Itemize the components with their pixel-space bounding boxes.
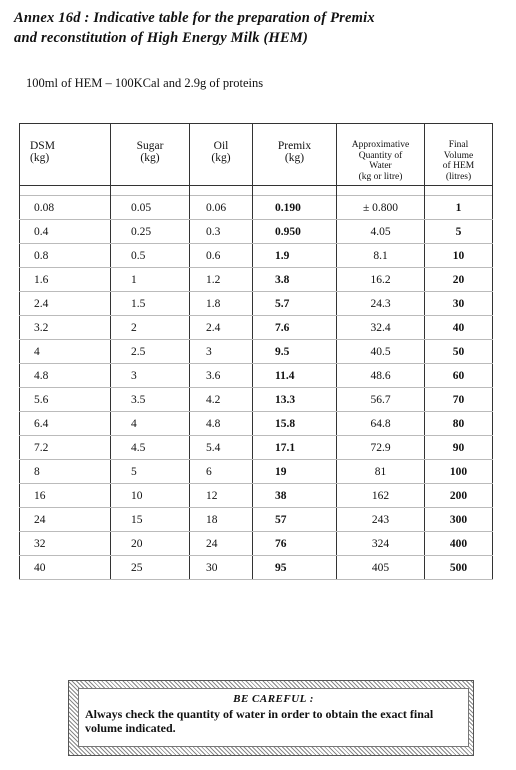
table-cell: 1.6: [20, 268, 111, 292]
table-row: [20, 484, 493, 508]
table-cell: 57: [253, 508, 337, 532]
table-cell: 300: [425, 508, 493, 532]
table-row: [20, 340, 493, 364]
table-cell: 32: [20, 532, 111, 556]
table-cell: 10: [425, 244, 493, 268]
table-spacer-row: [20, 186, 493, 196]
table-row: [20, 316, 493, 340]
column-header-line: Premix: [277, 140, 312, 152]
column-header-line: Final: [448, 140, 469, 150]
table-cell: 7.6: [253, 316, 337, 340]
table-row: [20, 556, 493, 580]
column-header-line: (kg): [284, 152, 305, 164]
table-row: [20, 292, 493, 316]
table-cell: 19: [253, 460, 337, 484]
column-header-6: [425, 124, 493, 186]
table-cell: 5: [111, 460, 190, 484]
table-cell: 72.9: [337, 436, 425, 460]
table-row: [20, 532, 493, 556]
table-cell: 70: [425, 388, 493, 412]
table-cell: 6: [190, 460, 253, 484]
table-row: [20, 220, 493, 244]
table-cell: 0.8: [20, 244, 111, 268]
table-cell: 4: [111, 412, 190, 436]
table-cell: 8: [20, 460, 111, 484]
table-cell: 6.4: [20, 412, 111, 436]
table-cell: 17.1: [253, 436, 337, 460]
table-cell: 4.2: [190, 388, 253, 412]
table-cell: 16: [20, 484, 111, 508]
table-cell: 2.5: [111, 340, 190, 364]
table-cell: 0.5: [111, 244, 190, 268]
table-cell: 4.8: [20, 364, 111, 388]
table-cell: 3: [111, 364, 190, 388]
column-header-5: [337, 124, 425, 186]
table-cell: ± 0.800: [337, 196, 425, 220]
table-cell: 30: [425, 292, 493, 316]
column-header-line: of HEM: [442, 161, 475, 171]
column-header-line: (litres): [445, 171, 472, 182]
table-cell: 80: [425, 412, 493, 436]
table-cell: 0.25: [111, 220, 190, 244]
column-header-line: Sugar: [136, 140, 164, 152]
table-cell: 3.2: [20, 316, 111, 340]
table-cell: 100: [425, 460, 493, 484]
table-cell: 4.5: [111, 436, 190, 460]
column-header-line: DSM: [30, 140, 55, 152]
document-title: [14, 8, 504, 48]
table-cell: 10: [111, 484, 190, 508]
table-cell: 400: [425, 532, 493, 556]
table-cell: 1.8: [190, 292, 253, 316]
warning-box: [68, 680, 474, 756]
table-cell: 40: [425, 316, 493, 340]
table-cell: 95: [253, 556, 337, 580]
table-cell: 405: [337, 556, 425, 580]
subtitle: 100ml of HEM – 100KCal and 2.9g of proteins: [26, 76, 264, 90]
table-cell: 0.6: [190, 244, 253, 268]
column-header-2: [111, 124, 190, 186]
table-cell: 40: [20, 556, 111, 580]
table-cell: 9.5: [253, 340, 337, 364]
table-cell: 0.3: [190, 220, 253, 244]
table-cell: 56.7: [337, 388, 425, 412]
table-cell: 24: [20, 508, 111, 532]
table-body: [20, 186, 493, 580]
table-cell: 1.2: [190, 268, 253, 292]
table-cell: 500: [425, 556, 493, 580]
table-row: [20, 364, 493, 388]
table-cell: 40.5: [337, 340, 425, 364]
column-header-line: (kg): [140, 152, 160, 164]
table-cell: 48.6: [337, 364, 425, 388]
table-cell: 0.06: [190, 196, 253, 220]
table-row: [20, 244, 493, 268]
column-header-line: Approximative: [351, 140, 410, 150]
table-cell: 2.4: [190, 316, 253, 340]
table-row: [20, 436, 493, 460]
column-header-line: Volume: [443, 150, 474, 161]
table-cell: 50: [425, 340, 493, 364]
table-cell: 0.190: [253, 196, 337, 220]
table-cell: 4.05: [337, 220, 425, 244]
table-cell: 0.08: [20, 196, 111, 220]
warning-heading: BE CAREFUL :: [233, 693, 314, 705]
spacer-cell: [20, 186, 111, 196]
table-cell: 18: [190, 508, 253, 532]
column-header-line: Oil: [213, 140, 229, 152]
table-cell: 1: [425, 196, 493, 220]
title-line-1: Annex 16d : Indicative table for the preparation of Premix: [14, 10, 375, 26]
table-cell: 24.3: [337, 292, 425, 316]
column-header-line: (kg): [30, 152, 50, 164]
table-cell: 76: [253, 532, 337, 556]
table-cell: 64.8: [337, 412, 425, 436]
table-cell: 1.5: [111, 292, 190, 316]
column-header-3: [190, 124, 253, 186]
table-cell: 15: [111, 508, 190, 532]
table-cell: 5: [425, 220, 493, 244]
table-cell: 0.05: [111, 196, 190, 220]
table-cell: 324: [337, 532, 425, 556]
title-line-2: and reconstitution of High Energy Milk (HEM): [14, 30, 309, 46]
table-cell: 32.4: [337, 316, 425, 340]
table-cell: 2: [111, 316, 190, 340]
table-cell: 3: [190, 340, 253, 364]
table-cell: 3.5: [111, 388, 190, 412]
table-cell: 1.9: [253, 244, 337, 268]
table-cell: 162: [337, 484, 425, 508]
table-row: [20, 196, 493, 220]
table-row: [20, 412, 493, 436]
table-cell: 25: [111, 556, 190, 580]
warning-text: Always check the quantity of water in order to obtain the exact final volume indicated.: [85, 707, 434, 735]
spacer-cell: [337, 186, 425, 196]
table-row: [20, 460, 493, 484]
spacer-cell: [425, 186, 493, 196]
table-cell: 16.2: [337, 268, 425, 292]
spacer-cell: [253, 186, 337, 196]
table-cell: 60: [425, 364, 493, 388]
table-cell: 4.8: [190, 412, 253, 436]
table-cell: 90: [425, 436, 493, 460]
table-cell: 5.7: [253, 292, 337, 316]
table-cell: 81: [337, 460, 425, 484]
table-cell: 1: [111, 268, 190, 292]
table-row: [20, 508, 493, 532]
table-cell: 0.950: [253, 220, 337, 244]
column-header-line: (kg or litre): [358, 171, 403, 182]
table-cell: 15.8: [253, 412, 337, 436]
table-cell: 38: [253, 484, 337, 508]
table-cell: 8.1: [337, 244, 425, 268]
table-cell: 20: [425, 268, 493, 292]
table-cell: 24: [190, 532, 253, 556]
table-cell: 3.8: [253, 268, 337, 292]
table-cell: 13.3: [253, 388, 337, 412]
table-cell: 12: [190, 484, 253, 508]
premix-table: [19, 123, 493, 580]
table-row: [20, 268, 493, 292]
table-cell: 4: [20, 340, 111, 364]
table-cell: 200: [425, 484, 493, 508]
column-header-line: Water: [369, 161, 392, 171]
table-cell: 5.4: [190, 436, 253, 460]
table-row: [20, 388, 493, 412]
table-cell: 5.6: [20, 388, 111, 412]
table-cell: 30: [190, 556, 253, 580]
table-cell: 7.2: [20, 436, 111, 460]
warning-box-inner: [78, 688, 469, 747]
spacer-cell: [111, 186, 190, 196]
table-header-row: [20, 124, 493, 186]
table-cell: 3.6: [190, 364, 253, 388]
table-cell: 2.4: [20, 292, 111, 316]
table-cell: 243: [337, 508, 425, 532]
column-header-line: (kg): [211, 152, 231, 164]
column-header-4: [253, 124, 337, 186]
table-cell: 0.4: [20, 220, 111, 244]
table-cell: 11.4: [253, 364, 337, 388]
column-header-1: [20, 124, 111, 186]
spacer-cell: [190, 186, 253, 196]
column-header-line: Quantity of: [358, 150, 403, 161]
table-cell: 20: [111, 532, 190, 556]
